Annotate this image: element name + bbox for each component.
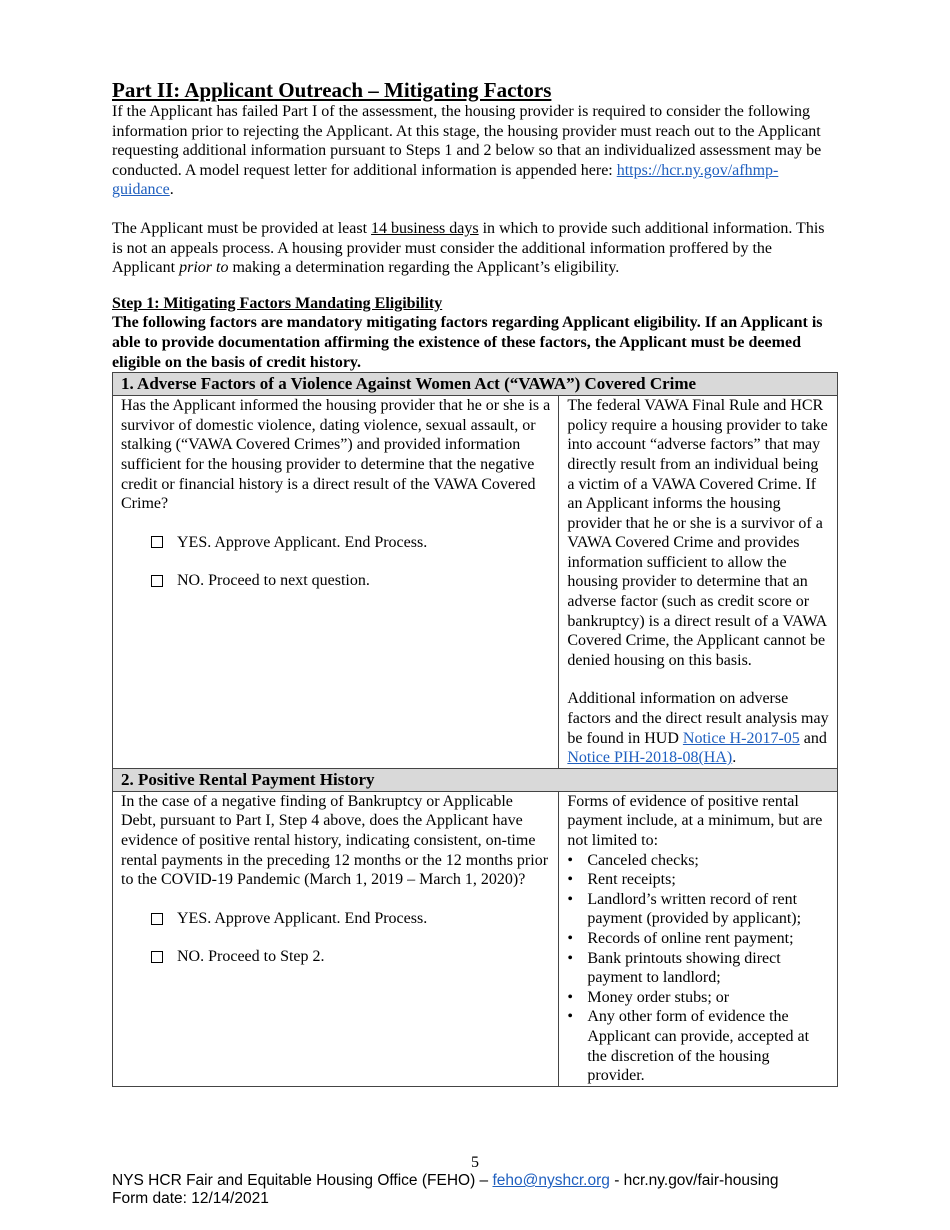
p2-a: The Applicant must be provided at least — [112, 219, 372, 237]
business-days: 14 business days — [371, 219, 479, 237]
page-number: 5 — [471, 1154, 479, 1171]
list-item: • Any other form of evidence the Applicant can provide, accepted at the discretion of the housing provider. — [587, 1007, 829, 1085]
checkbox-icon[interactable] — [151, 536, 163, 548]
factor2-evidence-cell — [559, 791, 838, 1086]
footer-form-date: Form date: 12/14/2021 — [112, 1190, 269, 1207]
intro-text: If the Applicant has failed Part I of the assessment, the housing provider is required to consider the following information prior to rejecting the Applicant. At this stage, the housing provider must reach out to the Applicant requesting additional information pursuant to Steps 1 and 2 below so that an individualized assessment may be conducted. A model request letter for additional information is appended here: — [112, 103, 822, 179]
factor1-no-label: NO. Proceed to next question. — [177, 572, 370, 590]
factor1-yes-label: YES. Approve Applicant. End Process. — [177, 533, 428, 551]
checkbox-icon[interactable] — [151, 575, 163, 587]
feho-email-link[interactable]: feho@nyshcr.org — [492, 1172, 610, 1189]
list-item: • Bank printouts showing direct payment to landlord; — [587, 949, 829, 988]
step1-title: Step 1: Mitigating Factors Mandating Eligibility — [112, 294, 443, 312]
intro-paragraph — [112, 102, 838, 200]
evidence-list — [567, 851, 829, 1086]
factor2-header: 2. Positive Rental Payment History — [113, 768, 838, 791]
footer-office: NYS HCR Fair and Equitable Housing Office (FEHO) – — [112, 1172, 493, 1189]
list-item: • Money order stubs; or — [587, 988, 829, 1008]
p2-b: in which to provide such additional information. This is not an appeals process. A housing provider must consider the additional information proffered by the Applicant — [112, 219, 825, 277]
factor1-note-cell — [559, 396, 838, 769]
factor2-question: In the case of a negative finding of Bankruptcy or Applicable Debt, pursuant to Part I, Step 4 above, does the Applicant have evidence of positive rental history, indicating consistent, on-time rental payments in the preceding 12 months or the 12 months prior to the COVID-19 Pandemic (March 1, 2019 – March 1, 2020)? — [121, 792, 549, 889]
note2-text: Additional information on adverse factors and the direct result analysis may be found in HUD — [567, 690, 829, 747]
factor1-no-option[interactable] — [151, 571, 550, 591]
note2-and: and — [799, 729, 827, 747]
prior-to: prior to — [179, 259, 229, 277]
notice-paragraph — [112, 219, 838, 278]
factor1-header-row — [113, 373, 838, 396]
factor1-question-cell — [113, 396, 559, 769]
factor1-question: Has the Applicant informed the housing provider that he or she is a survivor of domestic violence, dating violence, sexual assault, or stalking (“VAWA Covered Crimes”) and provided information sufficient for the housing provider to determine that the negative credit or financial history is a direct result of the VAWA Covered Crime? — [121, 397, 551, 513]
list-item: • Canceled checks; — [587, 851, 829, 871]
factor2-row — [113, 791, 838, 1086]
afhmp-guidance-link[interactable]: https://hcr.ny.gov/afhmp-guidance — [112, 161, 779, 199]
factor2-no-label: NO. Proceed to Step 2. — [177, 948, 325, 966]
list-item: • Landlord’s written record of rent payment (provided by applicant); — [587, 890, 829, 929]
intro-end: . — [169, 181, 174, 199]
step1-intro: The following factors are mandatory mitigating factors regarding Applicant eligibility. If an Applicant is able to provide documentation affirming the existence of these factors, the Applicant must be deemed eligible on the basis of credit history. — [112, 314, 823, 371]
factor1-row — [113, 396, 838, 769]
factor2-question-cell — [113, 791, 559, 1086]
factor1-header: 1. Adverse Factors of a Violence Against Women Act (“VAWA”) Covered Crime — [113, 373, 838, 396]
p2-c: making a determination regarding the Applicant’s eligibility. — [228, 259, 620, 277]
notice-h-2017-05-link[interactable]: Notice H-2017-05 — [682, 729, 800, 747]
factor2-no-option[interactable] — [151, 947, 550, 967]
factor2-yes-label: YES. Approve Applicant. End Process. — [177, 909, 428, 927]
factor1-yes-option[interactable] — [151, 533, 550, 553]
checkbox-icon[interactable] — [151, 951, 163, 963]
footer-line1 — [112, 1172, 778, 1190]
section-title: Part II: Applicant Outreach – Mitigating Factors — [112, 78, 552, 102]
list-item: • Rent receipts; — [587, 870, 829, 890]
notice-pih-2018-08-link[interactable]: Notice PIH-2018-08(HA) — [567, 749, 733, 767]
checkbox-icon[interactable] — [151, 913, 163, 925]
list-item: • Records of online rent payment; — [587, 929, 829, 949]
factor2-header-row — [113, 768, 838, 791]
document-page — [112, 78, 838, 1087]
factor1-note2 — [567, 689, 829, 767]
mitigating-factors-table — [112, 372, 838, 1087]
footer-site: - hcr.ny.gov/fair-housing — [609, 1172, 779, 1189]
page-footer — [112, 1172, 778, 1208]
factor2-yes-option[interactable] — [151, 909, 550, 929]
evidence-intro: Forms of evidence of positive rental payment include, at a minimum, but are not limited to: — [567, 792, 823, 849]
note2-end: . — [732, 749, 737, 767]
factor1-note1: The federal VAWA Final Rule and HCR policy require a housing provider to take into account “adverse factors” that may directly result from an individual being a victim of a VAWA Covered Crime. If an Applicant informs the housing provider that he or she is a survivor of a VAWA Covered Crime and provides information sufficient to allow the housing provider to determine that an adverse factor (such as credit score or bankruptcy) is a direct result of a VAWA Covered Crime, the Applicant cannot be denied housing on this basis. — [567, 397, 828, 669]
